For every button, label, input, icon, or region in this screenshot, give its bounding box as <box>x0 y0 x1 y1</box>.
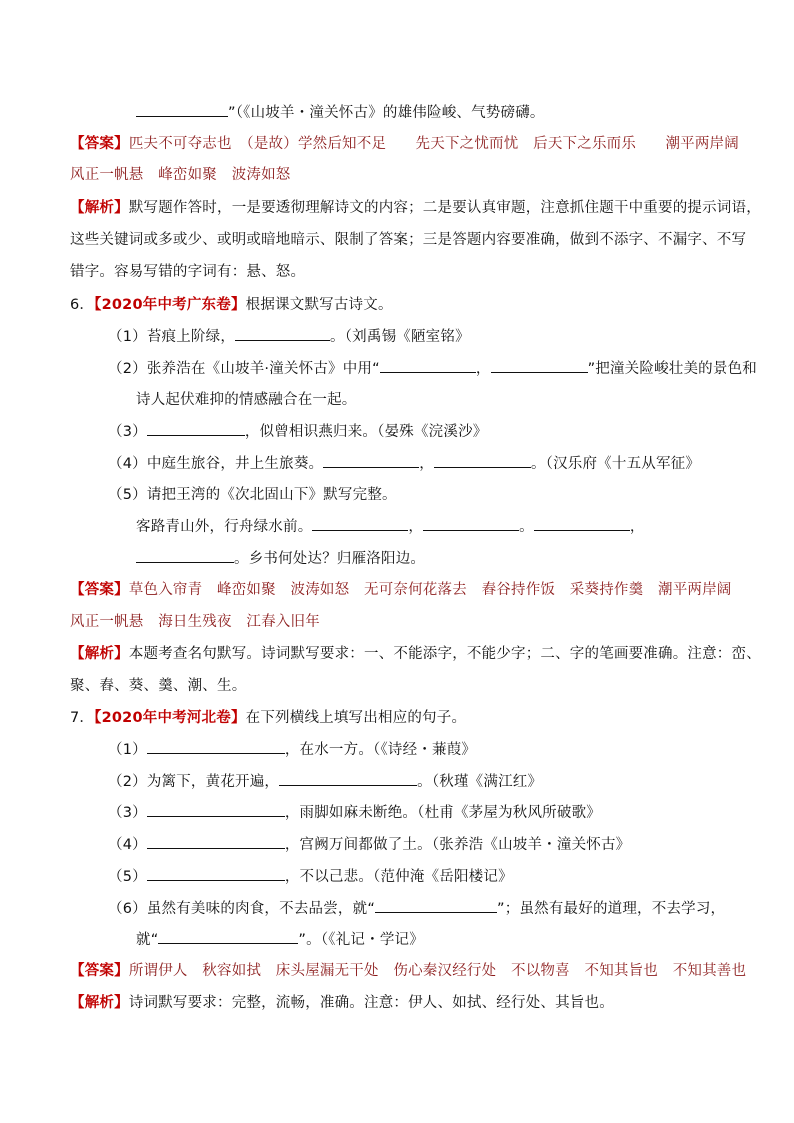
answer-blank <box>158 929 298 944</box>
item-text: ， <box>408 519 424 535</box>
answer-blank <box>279 771 417 786</box>
q6-item-1 <box>108 326 470 347</box>
answer-blank <box>434 453 531 468</box>
answer-blank <box>375 898 497 913</box>
item-text: ”。（《礼记・学记》 <box>298 932 424 948</box>
item-text: 。乡书何处达？归雁洛阳边。 <box>234 551 426 567</box>
q6-analysis-line2: 聚、舂、葵、羹、潮、生。 <box>70 678 247 694</box>
item-text: ”把潼关险峻壮美的景色和 <box>587 361 757 377</box>
item-text: （2）张养浩在《山坡羊·潼关怀古》中用“ <box>108 361 380 377</box>
question-number: 7． <box>70 710 95 726</box>
item-text: （4）中庭生旅谷，井上生旅葵。 <box>108 456 324 472</box>
item-text: 。 <box>519 519 534 535</box>
analysis-text: 诗词默写要求：完整，流畅，准确。注意：伊人、如拭、经行处、其旨也。 <box>128 995 614 1011</box>
answer-blank <box>312 516 408 531</box>
item-text: 。（秋瑾《满江红》 <box>417 774 543 790</box>
analysis-text: 默写题作答时，一是要透彻理解诗文的内容；二是要认真审题，注意抓住题干中重要的提示词语， <box>128 200 761 216</box>
question-source: 【2020年中考河北卷】 <box>94 710 246 726</box>
q6-heading <box>70 295 393 315</box>
q6-analysis-line1 <box>70 644 761 664</box>
answer-text: 所谓伊人 秋容如拭 床头屋漏无干处 伤心秦汉经行处 不以物喜 不知其旨也 不知其善也 <box>128 963 747 979</box>
answer-blank <box>147 421 245 436</box>
q5-tail-text: ”（《山坡羊・潼关怀古》的雄伟险峻、气势磅礴。 <box>228 105 545 121</box>
question-prompt: 根据课文默写古诗文。 <box>245 297 393 313</box>
q5-answer-line2: 风正一帆悬 峰峦如聚 波涛如怒 <box>70 167 291 183</box>
item-text: （6）虽然有美味的肉食，不去品尝，就“ <box>108 901 376 917</box>
q6-item-5-line3 <box>136 548 425 569</box>
question-prompt: 在下列横线上填写出相应的句子。 <box>245 710 467 726</box>
q5-analysis-line2: 这些关键词或多或少、或明或暗地暗示、限制了答案；三是答题内容要准确，做到不添字、不漏字、不写 <box>70 232 747 248</box>
q6-answer-line2: 风正一帆悬 海日生残夜 江春入旧年 <box>70 614 320 630</box>
answer-blank <box>147 802 285 817</box>
q7-item-6 <box>108 898 725 919</box>
item-text: 客路青山外，行舟绿水前。 <box>136 519 313 535</box>
item-text: （2）为篱下，黄花开遍， <box>108 774 280 790</box>
item-text: （5） <box>108 869 147 885</box>
q7-item-5 <box>108 866 513 887</box>
answer-blank <box>380 358 476 373</box>
item-text: ，似曾相识燕归来。（晏殊《浣溪沙》 <box>244 424 488 440</box>
answer-tag: 【答案】 <box>70 136 129 152</box>
item-text: ， <box>475 361 491 377</box>
q7-analysis-line1 <box>70 993 614 1013</box>
analysis-tag: 【解析】 <box>70 995 129 1011</box>
q6-item-3 <box>108 421 487 442</box>
analysis-tag: 【解析】 <box>70 200 129 216</box>
answer-text: 匹夫不可夺志也 （是故）学然后知不足 先天下之忧而忧 后天下之乐而乐 潮平两岸阔 <box>128 136 739 152</box>
item-text: ，宫阙万间都做了土。（张养浩《山坡羊・潼关怀古》 <box>284 837 631 853</box>
answer-blank <box>147 739 285 754</box>
item-text: ，不以己悲。（范仲淹《岳阳楼记》 <box>284 869 513 885</box>
answer-blank <box>136 102 228 117</box>
item-text: （1） <box>108 742 147 758</box>
analysis-tag: 【解析】 <box>70 646 129 662</box>
answer-tag: 【答案】 <box>70 963 129 979</box>
item-text: （3） <box>108 424 147 440</box>
q7-answer-line1 <box>70 961 746 981</box>
q5-analysis-line1 <box>70 198 761 218</box>
q7-item-2 <box>108 771 542 792</box>
q5-analysis-line3: 错字。容易写错的字词有：悬、怒。 <box>70 264 306 280</box>
q6-item-5: （5）请把王湾的《次北固山下》默写完整。 <box>108 487 397 503</box>
answer-blank <box>534 516 630 531</box>
q6-answer-line1 <box>70 580 732 600</box>
q6-item-5-line2 <box>136 516 645 537</box>
item-text: （1）苔痕上阶绿， <box>108 329 236 345</box>
item-text: ， <box>629 519 645 535</box>
item-text: （3） <box>108 805 147 821</box>
q5-answer-line1 <box>70 134 739 154</box>
answer-text: 草色入帘青 峰峦如聚 波涛如怒 无可奈何花落去 舂谷持作饭 采葵持作羹 潮平两岸阔 <box>128 582 732 598</box>
analysis-text: 本题考查名句默写。诗词默写要求：一、不能添字，不能少字；二、字的笔画要准确。注意：峦、 <box>128 646 761 662</box>
q7-item-4 <box>108 834 630 855</box>
q7-item-3 <box>108 802 601 823</box>
q6-item-2-line2: 诗人起伏难抑的情感融合在一起。 <box>136 392 357 408</box>
item-text: ，雨脚如麻未断绝。（杜甫《茅屋为秋风所破歌》 <box>284 805 601 821</box>
item-text: ”；虽然有最好的道理，不去学习， <box>497 901 726 917</box>
question-number: 6． <box>70 297 95 313</box>
answer-blank <box>423 516 519 531</box>
answer-blank <box>491 358 588 373</box>
answer-blank <box>147 834 285 849</box>
answer-blank <box>323 453 419 468</box>
answer-blank <box>147 866 285 881</box>
q7-heading <box>70 708 466 728</box>
answer-blank <box>136 548 234 563</box>
item-text: 。（刘禹锡《陋室铭》 <box>330 329 470 345</box>
q5-tail-line <box>136 102 545 123</box>
item-text: 。（汉乐府《十五从军征》 <box>530 456 701 472</box>
item-text: 就“ <box>136 932 159 948</box>
q7-item-1 <box>108 739 476 760</box>
question-source: 【2020年中考广东卷】 <box>94 297 246 313</box>
answer-tag: 【答案】 <box>70 582 129 598</box>
item-text: ，在水一方。（《诗经・蒹葭》 <box>284 742 477 758</box>
item-text: ， <box>419 456 434 472</box>
q6-item-2 <box>108 358 757 379</box>
q7-item-6-line2 <box>136 929 424 950</box>
answer-blank <box>235 326 330 341</box>
item-text: （4） <box>108 837 147 853</box>
q6-item-4 <box>108 453 700 474</box>
